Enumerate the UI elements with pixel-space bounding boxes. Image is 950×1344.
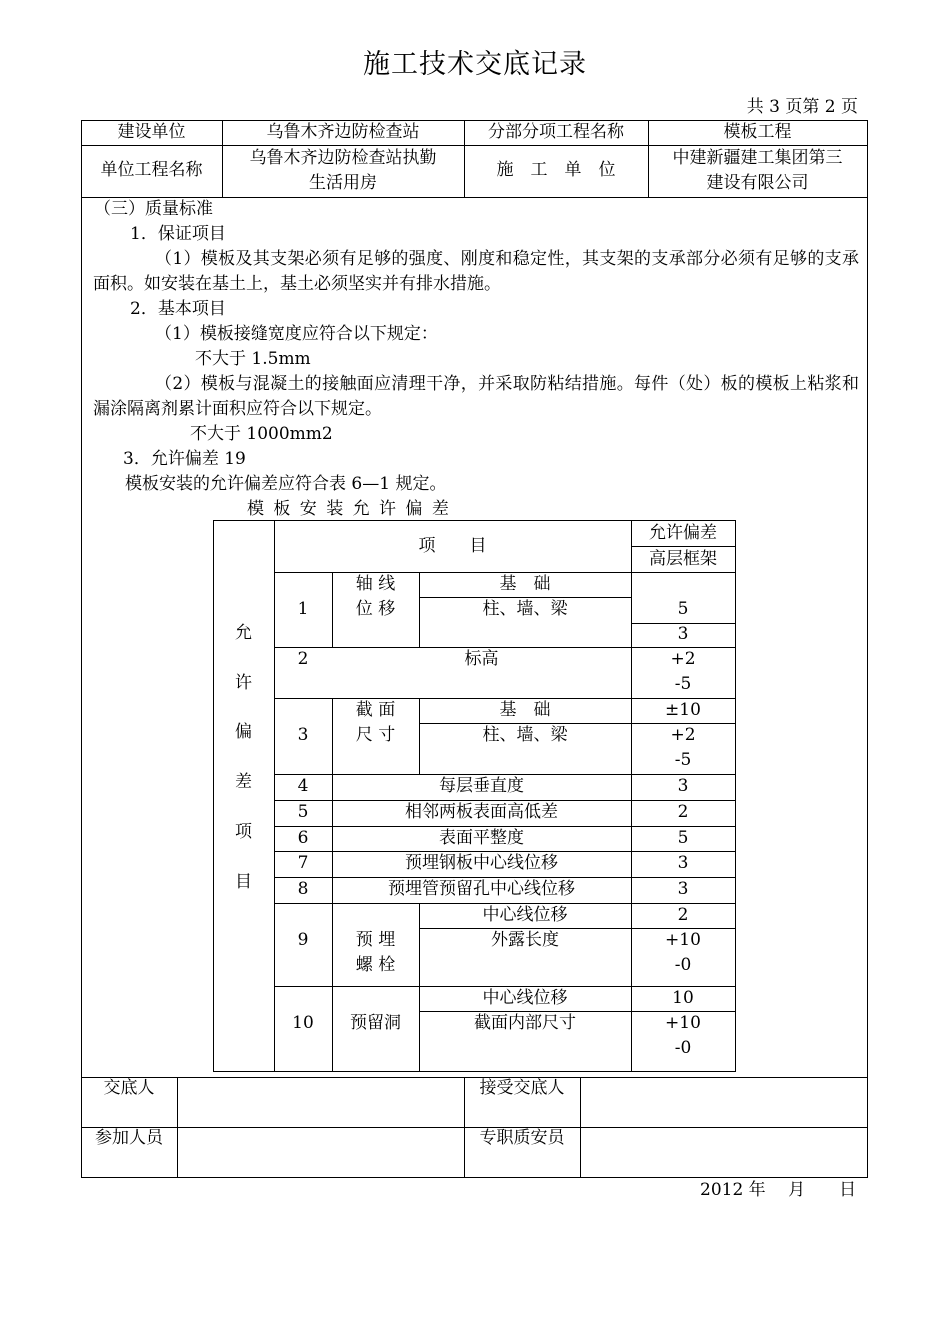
row4-number: 4 bbox=[297, 776, 309, 796]
item3-heading: 3．允许偏差 19 bbox=[123, 449, 246, 469]
builder-label: 施 工 单 位 bbox=[496, 160, 616, 180]
row1-name-b: 位 移 bbox=[355, 599, 396, 619]
item2-heading: 2．基本项目 bbox=[130, 299, 226, 319]
row1-name-a: 轴 线 bbox=[355, 574, 396, 594]
unit-project-line1: 乌鲁木齐边防检查站执勤 bbox=[249, 148, 437, 168]
row9-name-b: 螺 栓 bbox=[355, 955, 396, 975]
row1-value-a: 5 bbox=[677, 599, 689, 619]
row10-value-b2: -0 bbox=[674, 1038, 692, 1058]
row2-value-1: +2 bbox=[670, 649, 696, 669]
row9-value-a: 2 bbox=[677, 905, 689, 925]
side-label-1: 允 bbox=[235, 623, 252, 643]
construction-unit-value: 乌鲁木齐边防检查站 bbox=[266, 122, 420, 142]
row7-value: 3 bbox=[677, 853, 689, 873]
page-number: 共 3 页第 2 页 bbox=[746, 97, 858, 117]
row10-value-a: 10 bbox=[672, 988, 694, 1008]
row9-sub-b: 外露长度 bbox=[491, 930, 559, 950]
table-caption: 模 板 安 装 允 许 偏 差 bbox=[247, 499, 451, 519]
row2-value-2: -5 bbox=[674, 674, 692, 694]
row3-name-a: 截 面 bbox=[355, 700, 396, 720]
construction-unit-label: 建设单位 bbox=[117, 122, 186, 142]
item3-paragraph: 模板安装的允许偏差应符合表 6—1 规定。 bbox=[125, 474, 447, 494]
side-label-6: 目 bbox=[235, 872, 252, 892]
row3-value-a: ±10 bbox=[665, 700, 701, 720]
unit-project-label: 单位工程名称 bbox=[100, 160, 203, 180]
page-title: 施工技术交底记录 bbox=[363, 49, 587, 80]
row6-number: 6 bbox=[297, 828, 309, 848]
row9-sub-a: 中心线位移 bbox=[482, 905, 568, 925]
row1-number: 1 bbox=[297, 599, 309, 619]
item2-paragraph2: （2）模板与混凝土的接触面应清理干净，并采取防粘结措施。每件（处）板的模板上粘浆和漏涂隔离剂累计面积应符合以下规定。 bbox=[93, 374, 859, 419]
row2-name: 标高 bbox=[464, 649, 499, 669]
table-head-tolerance: 允许偏差 bbox=[649, 523, 717, 543]
item2-value1: 不大于 1.5mm bbox=[195, 349, 311, 369]
participants-field[interactable] bbox=[178, 1128, 464, 1177]
row3-value-b1: +2 bbox=[670, 725, 696, 745]
row4-name: 每层垂直度 bbox=[439, 776, 524, 796]
item1-paragraph: （1）模板及其支架必须有足够的强度、刚度和稳定性，其支架的支承部分必须有足够的支承面积。如安装在基土上，基土必须坚实并有排水措施。 bbox=[93, 249, 859, 294]
builder-line1: 中建新疆建工集团第三 bbox=[672, 148, 843, 168]
row10-sub-a: 中心线位移 bbox=[482, 988, 568, 1008]
side-label-4: 差 bbox=[235, 772, 252, 792]
row4-value: 3 bbox=[677, 776, 689, 796]
section-heading: （三）质量标准 bbox=[94, 199, 213, 219]
row3-value-b2: -5 bbox=[674, 750, 692, 770]
row10-name: 预留洞 bbox=[350, 1013, 401, 1033]
row7-name: 预埋钢板中心线位移 bbox=[405, 853, 558, 873]
subproject-value: 模板工程 bbox=[723, 122, 792, 142]
item2-paragraph1: （1）模板接缝宽度应符合以下规定： bbox=[155, 324, 438, 344]
row1-sub-a: 基 础 bbox=[499, 574, 551, 594]
row8-name: 预埋管预留孔中心线位移 bbox=[388, 879, 575, 899]
row9-value-b1: +10 bbox=[665, 930, 701, 950]
row3-name-b: 尺 寸 bbox=[355, 725, 396, 745]
table-head-item: 项 目 bbox=[418, 536, 487, 556]
row5-value: 2 bbox=[677, 802, 689, 822]
document-date: 2012 年 月 日 bbox=[700, 1180, 857, 1200]
participants-label: 参加人员 bbox=[95, 1128, 163, 1148]
row9-number: 9 bbox=[297, 930, 309, 950]
row10-sub-b: 截面内部尺寸 bbox=[474, 1013, 576, 1033]
discloser-label: 交底人 bbox=[103, 1078, 155, 1098]
subproject-label: 分部分项工程名称 bbox=[488, 122, 624, 142]
item2-value2: 不大于 1000mm2 bbox=[190, 424, 333, 444]
row3-number: 3 bbox=[297, 725, 309, 745]
row10-value-b1: +10 bbox=[665, 1013, 701, 1033]
row3-sub-a: 基 础 bbox=[499, 700, 551, 720]
side-label-2: 许 bbox=[235, 673, 252, 693]
receiver-label: 接受交底人 bbox=[479, 1078, 565, 1098]
row6-name: 表面平整度 bbox=[439, 828, 524, 848]
row9-name-a: 预 埋 bbox=[355, 930, 396, 950]
discloser-signature-field[interactable] bbox=[178, 1078, 464, 1127]
unit-project-line2: 生活用房 bbox=[309, 173, 377, 193]
row8-number: 8 bbox=[297, 879, 309, 899]
receiver-signature-field[interactable] bbox=[581, 1078, 867, 1127]
row8-value: 3 bbox=[677, 879, 689, 899]
row9-value-b2: -0 bbox=[674, 955, 692, 975]
row2-number: 2 bbox=[297, 649, 309, 669]
row5-number: 5 bbox=[297, 802, 309, 822]
item1-heading: 1．保证项目 bbox=[130, 224, 226, 244]
row1-value-b: 3 bbox=[677, 624, 689, 644]
row5-name: 相邻两板表面高低差 bbox=[405, 802, 558, 822]
row6-value: 5 bbox=[677, 828, 689, 848]
qa-label: 专职质安员 bbox=[479, 1128, 565, 1148]
row10-number: 10 bbox=[292, 1013, 314, 1033]
builder-line2: 建设有限公司 bbox=[706, 173, 809, 193]
qa-signature-field[interactable] bbox=[581, 1128, 867, 1177]
side-label-5: 项 bbox=[235, 822, 252, 842]
row1-sub-b: 柱、墙、梁 bbox=[482, 599, 568, 619]
row7-number: 7 bbox=[297, 853, 309, 873]
side-label-3: 偏 bbox=[235, 722, 252, 742]
table-head-subheader: 高层框架 bbox=[649, 549, 717, 569]
row3-sub-b: 柱、墙、梁 bbox=[482, 725, 568, 745]
